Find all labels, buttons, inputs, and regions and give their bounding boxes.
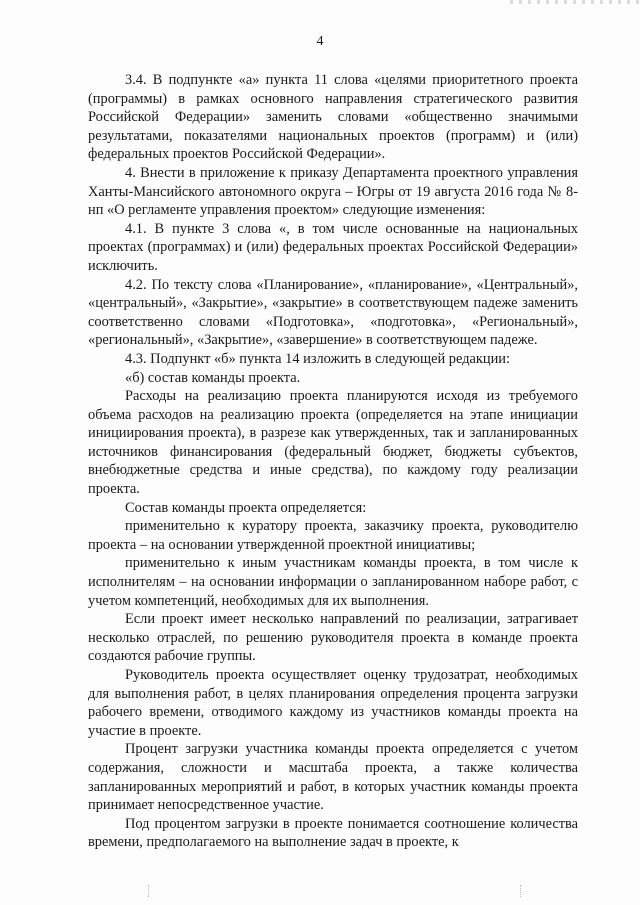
page-number: 4	[316, 34, 324, 49]
paragraph: 4.2. По тексту слова «Планирование», «планирование», «Центральный», «центральный», «Закрытие», «закрытие» в соответствующем падеже заменить соответственно словами «Подготовка», «подготовка», «Региональный», «региональный», «Закрытие», «завершение» в соответствующем падеже.	[88, 276, 578, 349]
paragraph: 4.1. В пункте 3 слова «, в том числе основанные на национальных проектах (программах) и (или) федеральных проектах Российской Федерации» исключить.	[88, 220, 578, 274]
document-body	[88, 71, 578, 852]
scan-artifact	[510, 0, 640, 4]
paragraph: Состав команды проекта определяется:	[125, 499, 367, 516]
scan-artifact	[148, 885, 155, 897]
paragraph: Процент загрузки участника команды проекта определяется с учетом содержания, сложности и масштаба проекта, а также количества запланированных мероприятий и работ, в которых участник команды проекта принимает непосредственное участие.	[88, 741, 578, 814]
paragraph: 4.3. Подпункт «б» пункта 14 изложить в следующей редакции:	[125, 350, 510, 367]
paragraph: «б) состав команды проекта.	[125, 369, 301, 386]
paragraph: Расходы на реализацию проекта планируются исходя из требуемого объема расходов на реализацию проекта (определяется на этапе инициации инициирования проекта), в разрезе как утвержденных, так и запланированных источников финансирования (федеральный бюджет, бюджеты субъектов, внебюджетные средства и иные средства), по каждому году реализации проекта.	[88, 388, 578, 498]
paragraph: применительно к иным участникам команды проекта, в том числе к исполнителям – на основании информации о запланированном наборе работ, с учетом компетенций, необходимых для их выполнения.	[88, 555, 578, 609]
paragraph: 3.4. В подпункте «а» пункта 11 слова «целями приоритетного проекта (программы) в рамках основного направления стратегического развития Российской Федерации» заменить словами «общественно значимыми результатами, показателями национальных проектов (программ) и (или) федеральных проектов Российской Федерации».	[88, 72, 578, 163]
paragraph: Руководитель проекта осуществляет оценку трудозатрат, необходимых для выполнения работ, в целях планирования определения процента загрузки рабочего времени, отводимого каждому из участников команды проекта на участие в проекте.	[88, 667, 578, 739]
paragraph: Под процентом загрузки в проекте понимается соотношение количества времени, предполагаемого на выполнение задач в проекте, к	[88, 815, 578, 851]
paragraph: Если проект имеет несколько направлений по реализации, затрагивает несколько отраслей, по решению руководителя проекта в команде проекта создаются рабочие группы.	[88, 611, 578, 665]
paragraph: применительно к куратору проекта, заказчику проекта, руководителю проекта – на основании утвержденной проектной инициативы;	[88, 518, 578, 553]
scan-artifact	[520, 885, 527, 897]
paragraph: 4. Внести в приложение к приказу Департамента проектного управления Ханты-Мансийского автономного округа – Югры от 19 августа 2016 года № 8-нп «О регламенте управления проектом» следующие изменения:	[88, 164, 578, 219]
